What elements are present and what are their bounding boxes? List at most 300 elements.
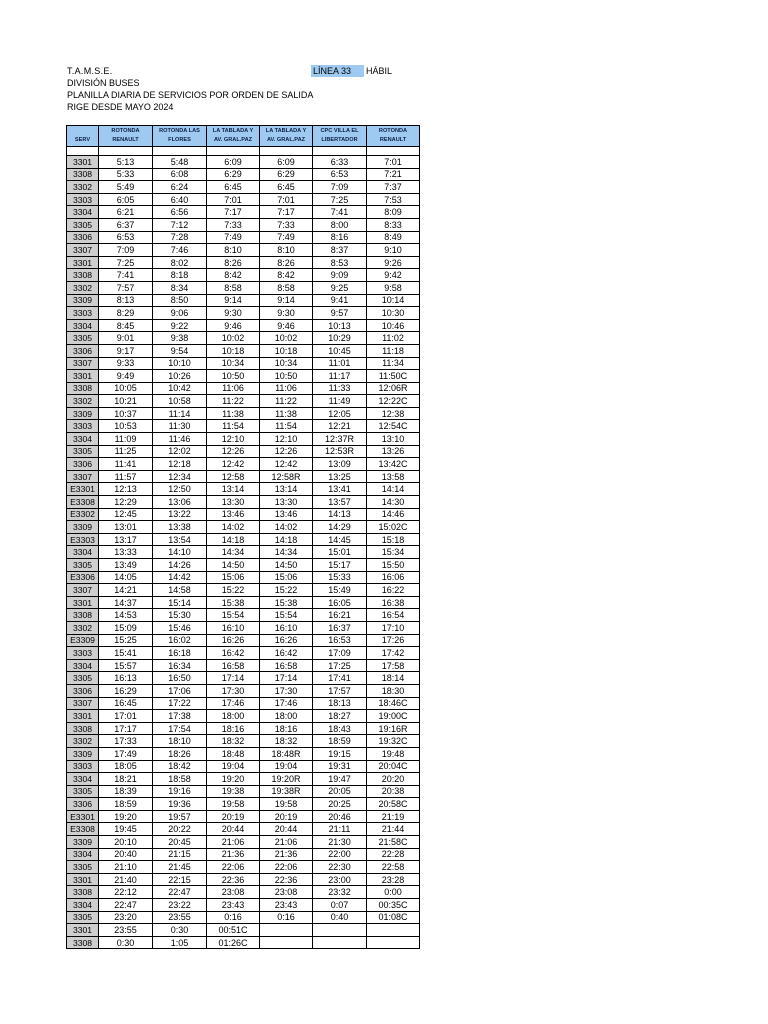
time-cell: 6:09	[207, 156, 260, 169]
time-cell: 14:50	[260, 559, 313, 572]
service-number-cell: 3304	[67, 206, 99, 219]
time-cell: 17:26	[367, 634, 420, 647]
table-row	[67, 899, 420, 912]
time-cell: 11:22	[260, 395, 313, 408]
time-cell: 8:10	[260, 244, 313, 257]
column-header-stop	[260, 126, 313, 147]
time-cell: 7:17	[207, 206, 260, 219]
time-cell: 19:38	[207, 785, 260, 798]
time-cell: 12:53R	[313, 445, 367, 458]
time-cell: 12:06R	[367, 382, 420, 395]
time-cell: 15:38	[207, 596, 260, 609]
column-header-line2: RENAULT	[112, 137, 139, 143]
time-cell: 17:10	[367, 621, 420, 634]
time-cell: 7:01	[207, 193, 260, 206]
time-cell: 0:07	[313, 899, 367, 912]
time-cell: 10:02	[260, 332, 313, 345]
time-cell: 22:36	[260, 873, 313, 886]
empty-cell	[367, 147, 420, 156]
time-cell: 0:00	[367, 886, 420, 899]
time-cell: 17:41	[313, 672, 367, 685]
time-cell: 19:36	[153, 798, 207, 811]
service-number-cell: 3307	[67, 470, 99, 483]
time-cell: 12:58	[207, 470, 260, 483]
time-cell: 8:10	[207, 244, 260, 257]
time-cell: 13:14	[260, 483, 313, 496]
service-number-cell: 3301	[67, 370, 99, 383]
time-cell: 22:00	[313, 848, 367, 861]
table-row	[67, 571, 420, 584]
time-cell: 10:50	[260, 370, 313, 383]
time-cell: 10:34	[260, 357, 313, 370]
time-cell: 18:00	[207, 710, 260, 723]
time-cell: 6:09	[260, 156, 313, 169]
time-cell: 17:46	[207, 697, 260, 710]
time-cell: 15:25	[99, 634, 153, 647]
time-cell: 6:56	[153, 206, 207, 219]
effective-date: RIGE DESDE MAYO 2024	[67, 102, 174, 112]
service-number-cell: 3309	[67, 836, 99, 849]
time-cell: 18:48	[207, 747, 260, 760]
time-cell: 15:57	[99, 659, 153, 672]
service-number-cell: 3304	[67, 848, 99, 861]
time-cell: 14:37	[99, 596, 153, 609]
empty-cell	[153, 147, 207, 156]
day-type-label: HÁBIL	[366, 66, 393, 76]
table-row	[67, 218, 420, 231]
time-cell: 9:54	[153, 344, 207, 357]
time-cell: 18:14	[367, 672, 420, 685]
time-cell: 10:26	[153, 370, 207, 383]
time-cell: 17:17	[99, 722, 153, 735]
time-cell: 17:14	[260, 672, 313, 685]
time-cell: 10:18	[207, 344, 260, 357]
time-cell: 7:53	[367, 193, 420, 206]
table-row	[67, 848, 420, 861]
time-cell: 12:58R	[260, 470, 313, 483]
service-number-cell: 3306	[67, 684, 99, 697]
time-cell: 10:21	[99, 395, 153, 408]
time-cell: 22:15	[153, 873, 207, 886]
time-cell: 7:49	[260, 231, 313, 244]
time-cell: 7:01	[367, 156, 420, 169]
service-number-cell: 3301	[67, 710, 99, 723]
time-cell: 15:50	[367, 559, 420, 572]
column-header-stop	[207, 126, 260, 147]
time-cell: 18:32	[207, 735, 260, 748]
time-cell: 11:18	[367, 344, 420, 357]
time-cell: 5:49	[99, 181, 153, 194]
time-cell: 20:44	[260, 823, 313, 836]
table-row	[67, 596, 420, 609]
service-number-cell: 3304	[67, 546, 99, 559]
table-row	[67, 533, 420, 546]
time-cell: 9:26	[367, 256, 420, 269]
time-cell: 19:38R	[260, 785, 313, 798]
time-cell: 12:10	[207, 433, 260, 446]
time-cell: 6:53	[313, 168, 367, 181]
time-cell: 9:14	[260, 294, 313, 307]
time-cell: 19:16R	[367, 722, 420, 735]
time-cell: 11:22	[207, 395, 260, 408]
time-cell: 14:34	[207, 546, 260, 559]
time-cell: 0:16	[207, 911, 260, 924]
time-cell: 16:58	[207, 659, 260, 672]
service-number-cell: 3308	[67, 382, 99, 395]
time-cell: 14:14	[367, 483, 420, 496]
time-cell: 14:42	[153, 571, 207, 584]
service-number-cell: 3308	[67, 168, 99, 181]
empty-cell	[207, 147, 260, 156]
time-cell: 23:55	[153, 911, 207, 924]
time-cell: 8:42	[207, 269, 260, 282]
time-cell: 8:53	[313, 256, 367, 269]
time-cell: 8:34	[153, 281, 207, 294]
table-row	[67, 609, 420, 622]
time-cell: 17:25	[313, 659, 367, 672]
time-cell: 11:17	[313, 370, 367, 383]
time-cell: 10:14	[367, 294, 420, 307]
time-cell: 21:10	[99, 861, 153, 874]
table-row	[67, 496, 420, 509]
time-cell: 13:38	[153, 521, 207, 534]
time-cell: 19:32C	[367, 735, 420, 748]
time-cell: 11:34	[367, 357, 420, 370]
time-cell: 01:26C	[207, 936, 260, 949]
time-cell: 17:06	[153, 684, 207, 697]
time-cell: 01:08C	[367, 911, 420, 924]
time-cell: 18:26	[153, 747, 207, 760]
service-number-cell: 3305	[67, 445, 99, 458]
service-number-cell: 3301	[67, 596, 99, 609]
table-row	[67, 836, 420, 849]
time-cell: 14:58	[153, 584, 207, 597]
time-cell: 11:30	[153, 420, 207, 433]
table-row	[67, 634, 420, 647]
time-cell: 9:46	[207, 319, 260, 332]
time-cell: 11:38	[260, 407, 313, 420]
table-body	[67, 147, 420, 949]
service-number-cell: 3309	[67, 294, 99, 307]
time-cell: 12:21	[313, 420, 367, 433]
time-cell: 16:45	[99, 697, 153, 710]
time-cell: 20:46	[313, 810, 367, 823]
table-row	[67, 760, 420, 773]
service-number-cell: 3302	[67, 621, 99, 634]
table-row	[67, 407, 420, 420]
time-cell: 12:37R	[313, 433, 367, 446]
table-row	[67, 911, 420, 924]
table-row	[67, 193, 420, 206]
time-cell: 16:26	[260, 634, 313, 647]
time-cell: 23:08	[207, 886, 260, 899]
time-cell: 15:34	[367, 546, 420, 559]
time-cell: 21:58C	[367, 836, 420, 849]
time-cell: 11:46	[153, 433, 207, 446]
service-number-cell: E3306	[67, 571, 99, 584]
time-cell: 11:49	[313, 395, 367, 408]
time-cell: 21:36	[207, 848, 260, 861]
service-number-cell: 3303	[67, 193, 99, 206]
time-cell: 11:54	[260, 420, 313, 433]
service-number-cell: 3304	[67, 659, 99, 672]
time-cell: 12:13	[99, 483, 153, 496]
time-cell: 7:17	[260, 206, 313, 219]
time-cell: 5:48	[153, 156, 207, 169]
time-cell: 16:50	[153, 672, 207, 685]
time-cell: 6:33	[313, 156, 367, 169]
time-cell: 11:02	[367, 332, 420, 345]
time-cell: 6:37	[99, 218, 153, 231]
time-cell: 22:58	[367, 861, 420, 874]
time-cell: 8:42	[260, 269, 313, 282]
time-cell: 17:30	[260, 684, 313, 697]
time-cell: 14:02	[260, 521, 313, 534]
time-cell	[367, 924, 420, 937]
column-header-line1: LA TABLADA Y	[265, 128, 307, 134]
time-cell: 19:04	[207, 760, 260, 773]
table-row	[67, 584, 420, 597]
time-cell: 18:43	[313, 722, 367, 735]
time-cell: 10:50	[207, 370, 260, 383]
time-cell: 13:30	[260, 496, 313, 509]
time-cell: 18:00	[260, 710, 313, 723]
time-cell: 8:37	[313, 244, 367, 257]
time-cell: 22:06	[260, 861, 313, 874]
time-cell: 00:35C	[367, 899, 420, 912]
time-cell: 10:58	[153, 395, 207, 408]
time-cell: 11:09	[99, 433, 153, 446]
column-header-stop	[153, 126, 207, 147]
time-cell: 13:17	[99, 533, 153, 546]
time-cell: 9:01	[99, 332, 153, 345]
time-cell: 16:53	[313, 634, 367, 647]
service-number-cell: E3303	[67, 533, 99, 546]
column-header-line1: ROTONDA	[378, 128, 408, 134]
service-number-cell: 3302	[67, 735, 99, 748]
time-cell: 10:18	[260, 344, 313, 357]
time-cell: 10:42	[153, 382, 207, 395]
service-number-cell: 3307	[67, 357, 99, 370]
time-cell: 20:04C	[367, 760, 420, 773]
time-cell: 23:55	[99, 924, 153, 937]
time-cell: 12:22C	[367, 395, 420, 408]
time-cell: 13:10	[367, 433, 420, 446]
service-number-cell: E3301	[67, 483, 99, 496]
time-cell: 8:26	[207, 256, 260, 269]
document-title: PLANILLA DIARIA DE SERVICIOS POR ORDEN DE SALIDA	[67, 90, 314, 100]
time-cell: 9:10	[367, 244, 420, 257]
time-cell: 13:25	[313, 470, 367, 483]
service-number-cell: 3302	[67, 395, 99, 408]
time-cell: 18:05	[99, 760, 153, 773]
time-cell: 16:42	[207, 647, 260, 660]
time-cell: 12:42	[260, 458, 313, 471]
time-cell: 20:20	[367, 773, 420, 786]
time-cell: 22:47	[99, 899, 153, 912]
time-cell: 00:51C	[207, 924, 260, 937]
service-number-cell: 3305	[67, 559, 99, 572]
time-cell: 16:21	[313, 609, 367, 622]
time-cell: 14:05	[99, 571, 153, 584]
time-cell: 15:09	[99, 621, 153, 634]
table-row	[67, 936, 420, 949]
time-cell: 18:27	[313, 710, 367, 723]
time-cell: 20:45	[153, 836, 207, 849]
column-header-line1: CPC VILLA EL	[320, 128, 359, 134]
time-cell: 23:08	[260, 886, 313, 899]
time-cell: 12:26	[207, 445, 260, 458]
service-number-cell: 3306	[67, 231, 99, 244]
column-header-line1: ROTONDA LAS	[159, 128, 200, 134]
time-cell: 15:06	[260, 571, 313, 584]
time-cell: 21:44	[367, 823, 420, 836]
time-cell: 12:10	[260, 433, 313, 446]
time-cell: 14:45	[313, 533, 367, 546]
time-cell: 19:16	[153, 785, 207, 798]
table-row	[67, 747, 420, 760]
time-cell: 9:41	[313, 294, 367, 307]
time-cell: 14:21	[99, 584, 153, 597]
column-header-stop	[367, 126, 420, 147]
time-cell: 18:42	[153, 760, 207, 773]
time-cell: 5:33	[99, 168, 153, 181]
time-cell: 12:02	[153, 445, 207, 458]
table-row	[67, 886, 420, 899]
time-cell: 18:21	[99, 773, 153, 786]
time-cell: 12:38	[367, 407, 420, 420]
time-cell: 21:40	[99, 873, 153, 886]
time-cell: 9:58	[367, 281, 420, 294]
time-cell: 18:32	[260, 735, 313, 748]
time-cell: 11:14	[153, 407, 207, 420]
time-cell: 8:58	[207, 281, 260, 294]
time-cell: 20:25	[313, 798, 367, 811]
column-header-stop	[99, 126, 153, 147]
time-cell: 19:58	[260, 798, 313, 811]
time-cell: 15:06	[207, 571, 260, 584]
spacer-row	[67, 147, 420, 156]
time-cell: 7:21	[367, 168, 420, 181]
time-cell: 22:12	[99, 886, 153, 899]
table-row	[67, 269, 420, 282]
time-cell: 7:33	[260, 218, 313, 231]
time-cell: 7:49	[207, 231, 260, 244]
time-cell: 14:29	[313, 521, 367, 534]
table-row	[67, 710, 420, 723]
time-cell: 15:18	[367, 533, 420, 546]
table-row	[67, 370, 420, 383]
time-cell: 6:29	[207, 168, 260, 181]
time-cell: 11:33	[313, 382, 367, 395]
time-cell: 18:39	[99, 785, 153, 798]
time-cell: 13:30	[207, 496, 260, 509]
time-cell: 7:46	[153, 244, 207, 257]
time-cell: 12:34	[153, 470, 207, 483]
time-cell: 19:20R	[260, 773, 313, 786]
time-cell: 13:09	[313, 458, 367, 471]
service-number-cell: 3308	[67, 269, 99, 282]
service-number-cell: 3306	[67, 458, 99, 471]
time-cell: 11:06	[207, 382, 260, 395]
time-cell: 8:33	[367, 218, 420, 231]
table-row	[67, 684, 420, 697]
time-cell: 16:26	[207, 634, 260, 647]
time-cell: 7:09	[313, 181, 367, 194]
time-cell: 17:09	[313, 647, 367, 660]
table-row	[67, 722, 420, 735]
time-cell: 12:05	[313, 407, 367, 420]
time-cell: 13:01	[99, 521, 153, 534]
table-row	[67, 445, 420, 458]
time-cell: 6:05	[99, 193, 153, 206]
time-cell: 13:26	[367, 445, 420, 458]
time-cell: 10:46	[367, 319, 420, 332]
time-cell: 20:19	[207, 810, 260, 823]
time-cell: 16:10	[207, 621, 260, 634]
table-row	[67, 508, 420, 521]
service-number-cell: 3301	[67, 256, 99, 269]
service-number-cell: 3302	[67, 281, 99, 294]
time-cell: 6:53	[99, 231, 153, 244]
time-cell: 11:57	[99, 470, 153, 483]
service-number-cell: E3301	[67, 810, 99, 823]
service-number-cell: 3307	[67, 244, 99, 257]
service-number-cell: 3305	[67, 218, 99, 231]
service-number-cell: 3304	[67, 319, 99, 332]
service-number-cell: 3304	[67, 433, 99, 446]
column-header-line2: SERV	[74, 137, 91, 143]
time-cell: 14:30	[367, 496, 420, 509]
service-number-cell: 3301	[67, 924, 99, 937]
time-cell: 16:37	[313, 621, 367, 634]
time-cell: 12:42	[207, 458, 260, 471]
time-cell: 15:33	[313, 571, 367, 584]
time-cell: 8:50	[153, 294, 207, 307]
time-cell: 16:05	[313, 596, 367, 609]
time-cell: 22:36	[207, 873, 260, 886]
service-number-cell: 3305	[67, 911, 99, 924]
service-number-cell: 3309	[67, 407, 99, 420]
time-cell: 5:13	[99, 156, 153, 169]
time-cell: 14:26	[153, 559, 207, 572]
time-cell: 9:06	[153, 307, 207, 320]
time-cell: 6:40	[153, 193, 207, 206]
time-cell: 13:49	[99, 559, 153, 572]
time-cell: 18:13	[313, 697, 367, 710]
time-cell: 14:13	[313, 508, 367, 521]
table-row	[67, 420, 420, 433]
table-row	[67, 395, 420, 408]
time-cell: 16:42	[260, 647, 313, 660]
time-cell: 9:25	[313, 281, 367, 294]
time-cell: 15:54	[260, 609, 313, 622]
time-cell: 19:31	[313, 760, 367, 773]
time-cell: 20:44	[207, 823, 260, 836]
table-row	[67, 181, 420, 194]
table-row	[67, 168, 420, 181]
time-cell: 12:26	[260, 445, 313, 458]
time-cell: 13:46	[207, 508, 260, 521]
time-cell: 10:05	[99, 382, 153, 395]
time-cell: 8:00	[313, 218, 367, 231]
time-cell: 23:32	[313, 886, 367, 899]
column-header-line2: LIBERTADOR	[321, 137, 358, 143]
time-cell: 23:28	[367, 873, 420, 886]
time-cell: 6:29	[260, 168, 313, 181]
time-cell: 11:50C	[367, 370, 420, 383]
time-cell: 16:10	[260, 621, 313, 634]
